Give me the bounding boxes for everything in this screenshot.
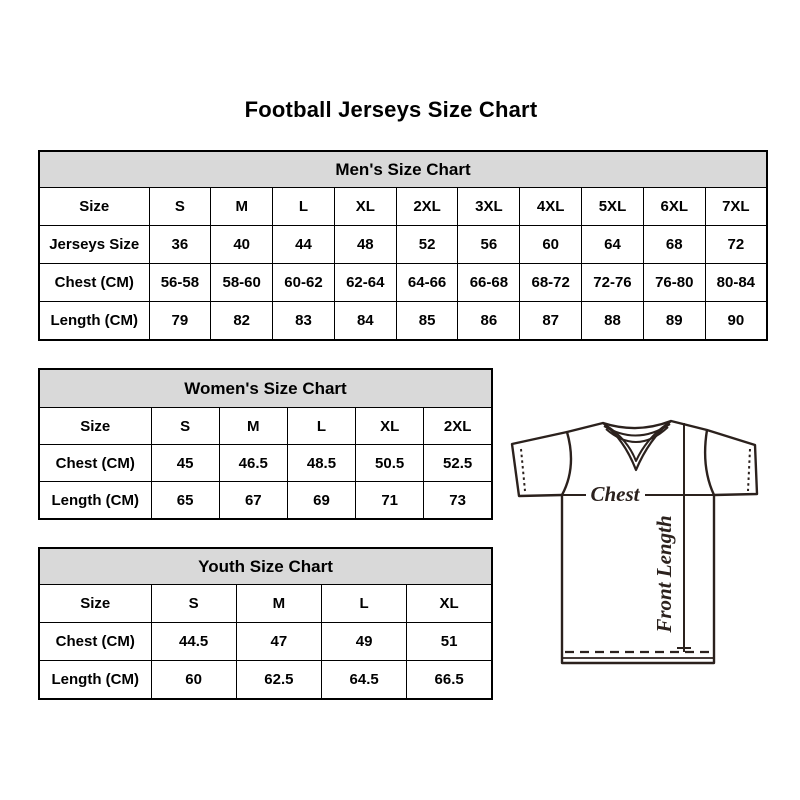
- row-label-cell: Size: [39, 188, 149, 226]
- womens-size-table: [38, 368, 493, 520]
- value-cell: 66.5: [407, 661, 492, 700]
- table-row: [39, 264, 767, 302]
- value-cell: 51: [407, 623, 492, 661]
- value-cell: S: [149, 188, 211, 226]
- value-cell: 84: [334, 302, 396, 341]
- value-cell: XL: [356, 408, 424, 445]
- table-header-row: [39, 151, 767, 188]
- value-cell: 48.5: [287, 445, 355, 482]
- value-cell: XL: [334, 188, 396, 226]
- table-header-row: [39, 369, 492, 408]
- value-cell: L: [287, 408, 355, 445]
- row-label-cell: Length (CM): [39, 482, 151, 520]
- value-cell: L: [273, 188, 335, 226]
- value-cell: 52: [396, 226, 458, 264]
- front-length-measure-label: Front Length: [652, 515, 676, 633]
- table-row: [39, 661, 492, 700]
- value-cell: 40: [211, 226, 273, 264]
- row-label-cell: Chest (CM): [39, 445, 151, 482]
- value-cell: 64.5: [322, 661, 407, 700]
- value-cell: 52.5: [424, 445, 492, 482]
- value-cell: 68-72: [520, 264, 582, 302]
- value-cell: 76-80: [643, 264, 705, 302]
- value-cell: 47: [236, 623, 321, 661]
- value-cell: L: [322, 585, 407, 623]
- value-cell: 2XL: [424, 408, 492, 445]
- row-label-cell: Length (CM): [39, 661, 151, 700]
- youth-size-table: [38, 547, 493, 700]
- value-cell: 45: [151, 445, 219, 482]
- value-cell: S: [151, 585, 236, 623]
- value-cell: 80-84: [705, 264, 767, 302]
- value-cell: 64: [582, 226, 644, 264]
- value-cell: 3XL: [458, 188, 520, 226]
- value-cell: 69: [287, 482, 355, 520]
- table-row: [39, 445, 492, 482]
- value-cell: M: [219, 408, 287, 445]
- value-cell: 36: [149, 226, 211, 264]
- jersey-diagram-svg: [498, 408, 770, 670]
- chest-measure-label: Chest: [590, 482, 640, 506]
- right-cuff-stitch-line: [748, 449, 750, 491]
- value-cell: 7XL: [705, 188, 767, 226]
- value-cell: 62.5: [236, 661, 321, 700]
- value-cell: 65: [151, 482, 219, 520]
- value-cell: 6XL: [643, 188, 705, 226]
- value-cell: 87: [520, 302, 582, 341]
- value-cell: 49: [322, 623, 407, 661]
- value-cell: 44.5: [151, 623, 236, 661]
- value-cell: 60: [151, 661, 236, 700]
- value-cell: 50.5: [356, 445, 424, 482]
- row-label-cell: Jerseys Size: [39, 226, 149, 264]
- row-label-cell: Chest (CM): [39, 264, 149, 302]
- value-cell: M: [211, 188, 273, 226]
- table-title-cell: Women's Size Chart: [39, 369, 492, 408]
- value-cell: 56-58: [149, 264, 211, 302]
- value-cell: S: [151, 408, 219, 445]
- value-cell: 83: [273, 302, 335, 341]
- table-title-cell: Youth Size Chart: [39, 548, 492, 585]
- left-sleeve-outline: [512, 432, 567, 496]
- table-row: [39, 408, 492, 445]
- row-label-cell: Size: [39, 408, 151, 445]
- row-label-cell: Length (CM): [39, 302, 149, 341]
- value-cell: 2XL: [396, 188, 458, 226]
- left-cuff-stitch-line: [521, 449, 525, 491]
- table-row: [39, 226, 767, 264]
- value-cell: 88: [582, 302, 644, 341]
- value-cell: 72: [705, 226, 767, 264]
- value-cell: 86: [458, 302, 520, 341]
- mens-size-table: [38, 150, 768, 341]
- value-cell: 44: [273, 226, 335, 264]
- value-cell: 85: [396, 302, 458, 341]
- value-cell: 62-64: [334, 264, 396, 302]
- value-cell: 60-62: [273, 264, 335, 302]
- value-cell: M: [236, 585, 321, 623]
- table-row: [39, 482, 492, 520]
- table-row: [39, 585, 492, 623]
- value-cell: 4XL: [520, 188, 582, 226]
- value-cell: 48: [334, 226, 396, 264]
- table-row: [39, 623, 492, 661]
- row-label-cell: Chest (CM): [39, 623, 151, 661]
- value-cell: 68: [643, 226, 705, 264]
- value-cell: 82: [211, 302, 273, 341]
- value-cell: XL: [407, 585, 492, 623]
- page-title: Football Jerseys Size Chart: [244, 97, 538, 122]
- value-cell: 60: [520, 226, 582, 264]
- value-cell: 58-60: [211, 264, 273, 302]
- jersey-measurement-diagram: [498, 408, 770, 670]
- value-cell: 5XL: [582, 188, 644, 226]
- value-cell: 89: [643, 302, 705, 341]
- table-row: [39, 188, 767, 226]
- table-header-row: [39, 548, 492, 585]
- table-title-cell: Men's Size Chart: [39, 151, 767, 188]
- value-cell: 79: [149, 302, 211, 341]
- value-cell: 67: [219, 482, 287, 520]
- value-cell: 72-76: [582, 264, 644, 302]
- value-cell: 90: [705, 302, 767, 341]
- value-cell: 73: [424, 482, 492, 520]
- value-cell: 66-68: [458, 264, 520, 302]
- value-cell: 71: [356, 482, 424, 520]
- value-cell: 56: [458, 226, 520, 264]
- table-row: [39, 302, 767, 341]
- value-cell: 46.5: [219, 445, 287, 482]
- row-label-cell: Size: [39, 585, 151, 623]
- value-cell: 64-66: [396, 264, 458, 302]
